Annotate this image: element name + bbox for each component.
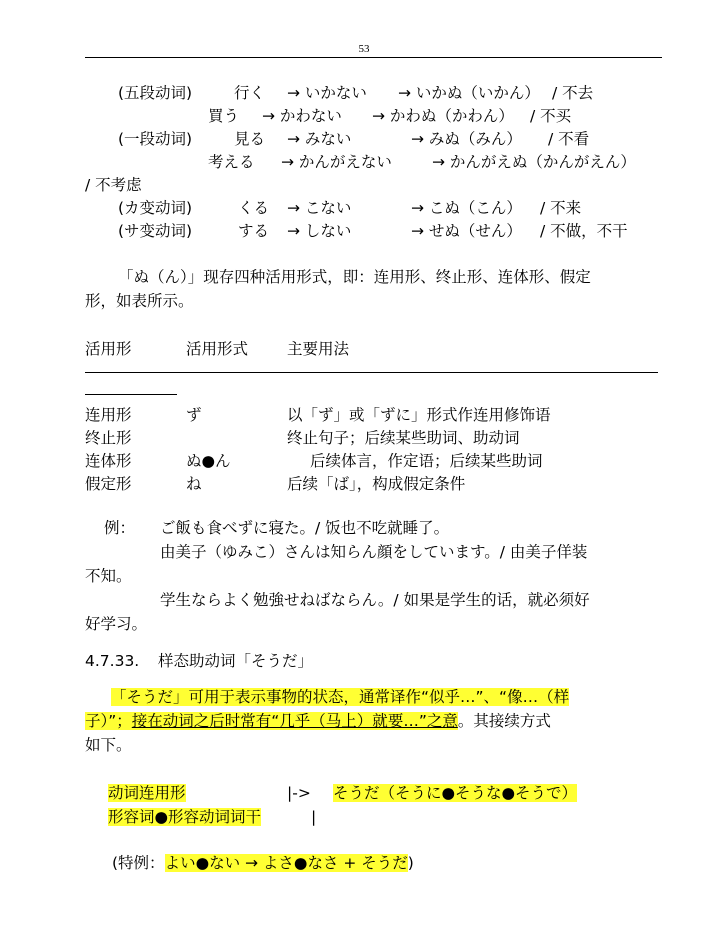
nu-form: → せぬ（せん） (411, 222, 522, 240)
table-cell-form: 假定形 (85, 475, 132, 493)
category-label: (五段动词) (118, 84, 193, 102)
connection-bar: | (311, 808, 317, 826)
table-cell-form: 终止形 (85, 429, 132, 447)
example-sentence: 由美子（ゆみこ）さんは知らん顔をしています。/ 由美子佯装 (160, 543, 588, 561)
table-cell-usage: 以「ず」或「ずに」形式作连用修饰语 (287, 406, 551, 424)
table-cell-usage: 终止句子；后续某些助词、助动词 (287, 429, 520, 447)
category-label: (カ变动词) (118, 199, 193, 217)
verb-word: する (238, 222, 270, 240)
example-sentence-cont: 好学习。 (85, 615, 148, 633)
negative-form: → みない (287, 130, 352, 148)
nu-form: → みぬ（みん） (411, 130, 522, 148)
table-rule (85, 372, 658, 373)
gloss: / 不做，不干 (540, 222, 628, 240)
gloss: / 不考虑 (85, 176, 142, 194)
category-label: (一段动词) (118, 130, 193, 148)
verb-word: 買う (208, 107, 240, 125)
gloss: / 不去 (552, 84, 594, 102)
negative-form: → こない (287, 199, 352, 217)
nu-form: → いかぬ（いかん） (398, 84, 540, 102)
example-sentence-cont: 不知。 (85, 567, 132, 585)
sodai-forms: そうだ（そうに●そうな●そうで） (333, 784, 578, 802)
verb-word: くる (238, 199, 270, 217)
gloss: / 不买 (530, 107, 572, 125)
gloss: / 不来 (540, 199, 582, 217)
table-rule-short (85, 394, 177, 395)
page-number: 53 (358, 43, 370, 55)
special-prefix: (特例： (112, 854, 165, 872)
header-rule (85, 57, 662, 58)
section-number: 4.7.33. (85, 652, 140, 670)
adjective-form-label: 形容词●形容动词词干 (108, 808, 262, 826)
highlighted-text: 「そうだ」可用于表示事物的状态，通常译作“似乎…”、“像…（样 (111, 688, 570, 706)
highlighted-text: 子）”； (85, 712, 132, 730)
table-cell-inflection: ね (186, 475, 202, 493)
table-cell-form: 连体形 (85, 452, 132, 470)
table-cell-usage: 后续体言，作定语；后续某些助词 (310, 452, 543, 470)
special-suffix: ) (407, 854, 414, 872)
negative-form: → いかない (287, 84, 367, 102)
special-content: よい●ない → よさ●なさ + そうだ (164, 854, 408, 872)
negative-form: → かんがえない (281, 153, 392, 171)
nu-form: → かわぬ（かわん） (372, 107, 514, 125)
section-title: 样态助动词「そうだ」 (158, 652, 314, 670)
table-cell-inflection: ぬ●ん (186, 452, 231, 470)
nu-form: → こぬ（こん） (411, 199, 522, 217)
intro-line-1: 「ぬ（ん）」现存四种活用形式，即：连用形、终止形、连体形、假定 (118, 268, 591, 286)
intro-line-2: 形，如表所示。 (85, 292, 194, 310)
negative-form: → しない (287, 222, 352, 240)
negative-form: → かわない (262, 107, 342, 125)
gloss: / 不看 (548, 130, 590, 148)
table-cell-usage: 后续「ば」，构成假定条件 (287, 475, 466, 493)
example-label: 例： (104, 519, 136, 537)
special-case (112, 853, 414, 873)
table-header-inflection: 活用形式 (186, 340, 249, 358)
verb-form-label: 动词连用形 (108, 784, 186, 802)
table-header-usage: 主要用法 (287, 340, 350, 358)
plain-text: 。其接续方式 (457, 712, 551, 730)
table-cell-form: 连用形 (85, 406, 132, 424)
connection-arrow: |-> (287, 784, 311, 802)
example-sentence: 学生ならよく勉強せねばならん。/ 如果是学生的话，就必须好 (160, 591, 590, 609)
nu-form: → かんがえぬ（かんがえん） (432, 153, 636, 171)
example-sentence: ご飯も食べずに寝た。/ 饭也不吃就睡了。 (160, 519, 450, 537)
plain-text: 如下。 (85, 736, 132, 754)
category-label: (サ变动词) (118, 222, 193, 240)
verb-word: 考える (208, 153, 255, 171)
table-header-form: 活用形 (85, 340, 132, 358)
verb-word: 行く (234, 84, 266, 102)
verb-word: 見る (234, 130, 266, 148)
table-cell-inflection: ず (186, 406, 202, 424)
highlighted-text-underlined: 接在动词之后时常有“几乎（马上）就要…”之意 (131, 712, 458, 730)
